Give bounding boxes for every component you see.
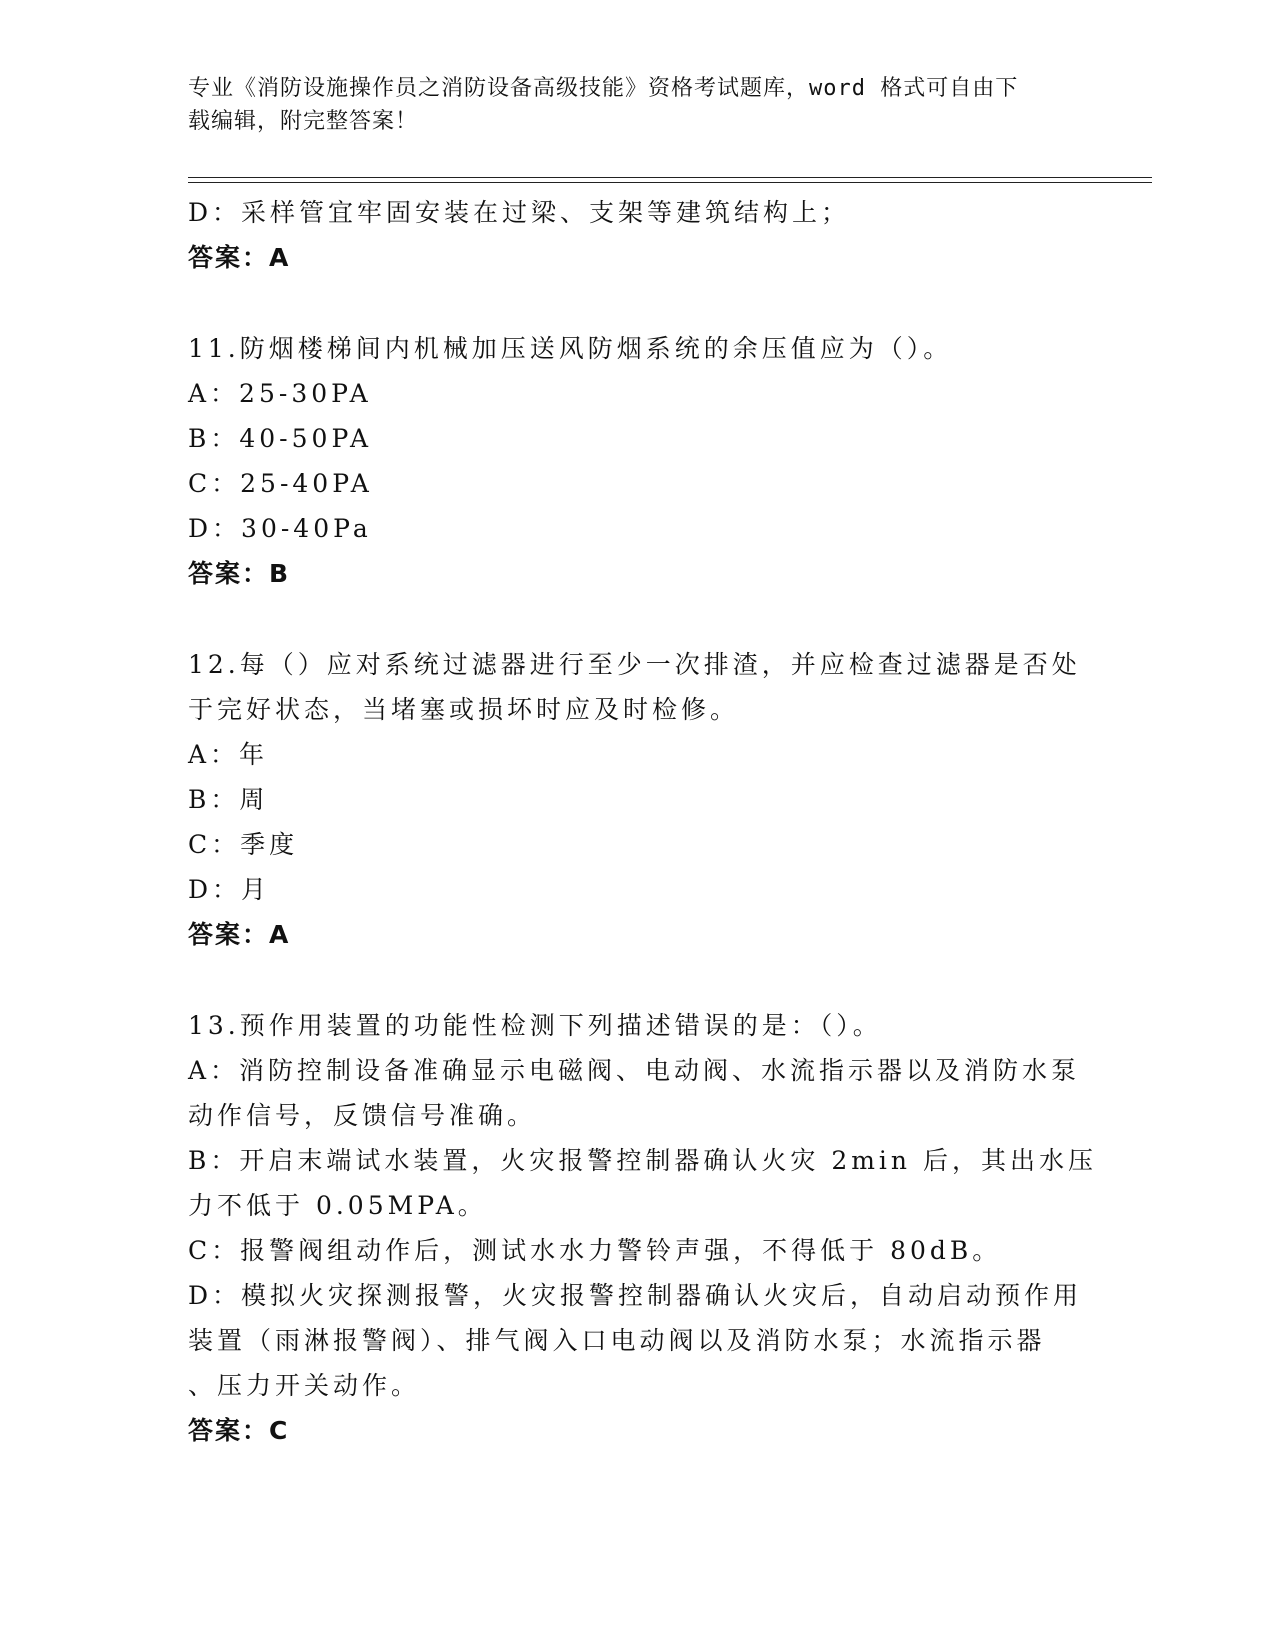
question-content [188,190,1097,1453]
option-d-line-1: D：模拟火灾探测报警，火灾报警控制器确认火灾后，自动启动预作用 [188,1281,1083,1310]
answer: 答案：A [188,920,291,949]
header-line-1: 专业《消防设施操作员之消防设备高级技能》资格考试题库，word 格式可自由下 [188,76,1019,101]
option-c: C：季度 [188,830,299,859]
option-d: D：采样管宜牢固安装在过梁、支架等建筑结构上； [188,198,851,227]
question-stem-line-2: 于完好状态，当堵塞或损坏时应及时检修。 [188,695,740,724]
document-header [188,72,1068,138]
question-12 [188,642,1081,957]
question-stem-line-1: 12.每（）应对系统过滤器进行至少一次排渣，并应检查过滤器是否处 [188,650,1081,679]
question-13 [188,1003,1097,1453]
option-b-line-2: 力不低于 0.05MPA。 [188,1191,487,1220]
option-b-line-1: B：开启末端试水装置，火灾报警控制器确认火灾 2min 后，其出水压 [188,1146,1097,1175]
option-d: D：30-40Pa [188,514,372,543]
option-a: A：25-30PA [188,379,372,408]
answer: 答案：A [188,243,291,272]
option-d-line-3: 、压力开关动作。 [188,1371,421,1400]
header-line-2: 载编辑，附完整答案！ [188,109,419,134]
answer: 答案：C [188,1416,290,1445]
header-divider-bottom [188,182,1152,183]
question-stem: 13.预作用装置的功能性检测下列描述错误的是：（）。 [188,1011,882,1040]
option-a: A：年 [188,740,269,769]
header-divider-top [188,177,1152,178]
option-b: B：周 [188,785,269,814]
question-stem: 11.防烟楼梯间内机械加压送风防烟系统的余压值应为（）。 [188,334,953,363]
option-d: D：月 [188,875,271,904]
option-a-line-1: A：消防控制设备准确显示电磁阀、电动阀、水流指示器以及消防水泵 [188,1056,1081,1085]
option-c: C：报警阀组动作后，测试水水力警铃声强，不得低于 80dB。 [188,1236,1002,1265]
option-b: B：40-50PA [188,424,373,453]
option-a-line-2: 动作信号，反馈信号准确。 [188,1101,537,1130]
option-d-line-2: 装置（雨淋报警阀）、排气阀入口电动阀以及消防水泵；水流指示器 [188,1326,1046,1355]
option-c: C：25-40PA [188,469,373,498]
previous-question-tail [188,190,1068,280]
answer: 答案：B [188,559,291,588]
question-11 [188,326,1068,596]
